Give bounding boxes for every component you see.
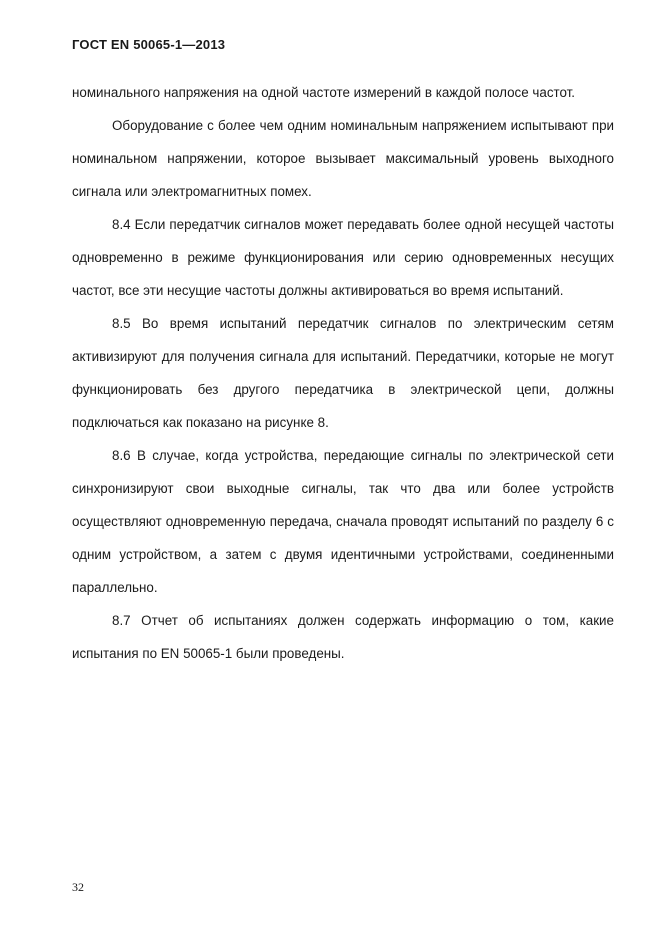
- document-header-standard-code: ГОСТ EN 50065-1—2013: [72, 37, 226, 52]
- paragraph-multi-voltage-equipment: Оборудование с более чем одним номинальным напряжением испытывают при номинальном напряжении, которое вызывает максимальный уровень выходного сигнала или электромагнитных помех.: [72, 118, 614, 199]
- paragraph-clause-8-7: 8.7 Отчет об испытаниях должен содержать информацию о том, какие испытания по EN 50065-1 были проведены.: [72, 613, 614, 661]
- page-number: 32: [72, 880, 84, 894]
- paragraph-clause-8-4: 8.4 Если передатчик сигналов может передавать более одной несущей частоты одновременно в режиме функционирования или серию одновременных несущих частот, все эти несущие частоты должны активироваться во время испытаний.: [72, 217, 614, 298]
- paragraph-clause-8-6: 8.6 В случае, когда устройства, передающие сигналы по электрической сети синхронизируют свои выходные сигналы, так что два или более устройств осуществляют одновременную передача, сначала проводят испытаний по разделу 6 с одним устройством, а затем с двумя идентичными устройствами, соединенными параллельно.: [72, 448, 614, 595]
- paragraph-continuation: номинального напряжения на одной частоте измерений в каждой полосе частот.: [72, 85, 576, 100]
- paragraph-clause-8-5: 8.5 Во время испытаний передатчик сигналов по электрическим сетям активизируют для получения сигнала для испытаний. Передатчики, которые не могут функционировать без другого передатчика в электрической цепи, должны подключаться как показано на рисунке 8.: [72, 316, 614, 430]
- document-body: [72, 76, 614, 670]
